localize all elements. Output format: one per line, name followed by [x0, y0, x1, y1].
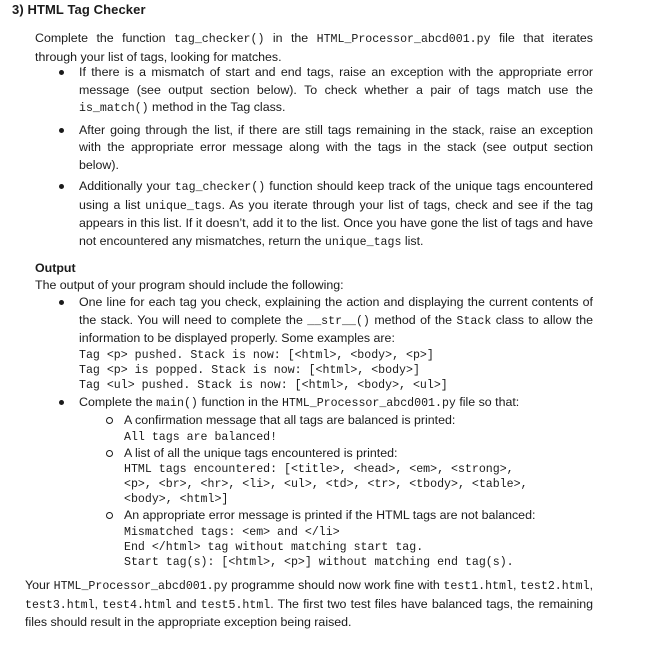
item-text: After going through the list, if there are still tags remaining in the stack, raise an exception with the appropriate error message along with the tags in the stack (see output section below). [79, 122, 593, 172]
code-output-line: All tags are balanced! [124, 430, 278, 444]
item-text: If there is a mismatch of start and end tags, raise an exception with the appropriate error message (see output section below). To check whether a pair of tags match use the [79, 65, 593, 97]
item-text: function in the [197, 394, 282, 409]
sub-list-item [79, 445, 593, 508]
output-intro: The output of your program should include the following: [35, 278, 344, 292]
code-method-name: is_match() [79, 102, 149, 115]
code-file-name: HTML_Processor_abcd001.py [281, 396, 456, 410]
code-example-line: Tag <p> pushed. Stack is now: [<html>, <body>, <p>] [79, 348, 434, 362]
item-text: class to allow the information to be displayed properly. Some examples are: [79, 312, 593, 345]
item-text: function should keep track of the unique tags encountered using a list [79, 179, 593, 212]
conclusion-text: , [589, 578, 594, 592]
intro-text: Complete the function [35, 31, 174, 45]
code-output-line: Mismatched tags: <em> and </li> [124, 525, 340, 539]
list-item [35, 178, 593, 251]
code-output-line: Start tag(s): [<html>, <p>] without matching end tag(s). [124, 555, 514, 569]
code-example-line: Tag <p> is popped. Stack is now: [<html>, <body>] [79, 363, 420, 377]
sub-list-item [79, 412, 593, 445]
sub-list [79, 412, 593, 570]
conclusion-text: . The first two test files have balanced tags, the remaining files should result in the appropriate exception being raised. [25, 596, 594, 629]
code-file-name: HTML_Processor_abcd001.py [53, 580, 228, 593]
code-class-name: Stack [456, 314, 492, 328]
code-method-name: __str__() [307, 314, 370, 328]
list-item [35, 122, 593, 175]
sub-item-text: A confirmation message that all tags are balanced is printed: [124, 413, 456, 427]
item-text: method in the Tag class. [148, 100, 286, 114]
output-heading: Output [35, 261, 76, 275]
conclusion-text: , [512, 578, 520, 592]
output-list [35, 294, 593, 570]
conclusion-text: Your [25, 578, 54, 592]
code-output-line: <p>, <br>, <hr>, <li>, <ul>, <td>, <tr>, <tbody>, <table>, [124, 478, 528, 491]
list-item [35, 64, 593, 118]
code-file-name: test2.html [519, 580, 590, 593]
code-output-line: End </html> tag without matching start tag. [124, 540, 424, 554]
conclusion-text: and [171, 596, 201, 611]
list-item [35, 394, 593, 570]
code-output-line: <body>, <html>] [124, 493, 229, 506]
code-variable-name: unique_tags [145, 199, 222, 213]
item-text: . As you iterate through your list of tags, check and see if the tag appears in this list. If it doesn’t, add it to the list. Once you have gone the list of tags and have not encountered any mismatches, return the [79, 197, 593, 248]
code-variable-name: unique_tags [324, 235, 402, 249]
section-heading: 3) HTML Tag Checker [12, 2, 146, 17]
code-example-line: Tag <ul> pushed. Stack is now: [<html>, <body>, <ul>] [79, 378, 448, 392]
intro-text: in the [264, 31, 317, 45]
code-function-name: main() [156, 396, 198, 410]
code-function-name: tag_checker() [173, 33, 265, 46]
sub-list-item [79, 507, 593, 570]
code-output-line: HTML tags encountered: [<title>, <head>, <em>, <strong>, [124, 463, 514, 476]
item-text: list. [401, 233, 424, 248]
sub-item-text: An appropriate error message is printed if the HTML tags are not balanced: [124, 508, 536, 522]
item-text: Complete the [79, 394, 157, 409]
sub-item-text: A list of all the unique tags encountered is printed: [124, 445, 398, 460]
item-text: file so that: [455, 394, 520, 409]
conclusion-paragraph [25, 577, 593, 632]
item-text: method of the [369, 312, 457, 327]
intro-paragraph [35, 30, 593, 66]
list-item [35, 294, 593, 393]
item-text: Additionally your [79, 179, 175, 193]
code-file-name: test4.html [102, 598, 172, 612]
requirements-list [35, 64, 593, 255]
conclusion-text: programme should now work fine with [227, 578, 444, 592]
code-file-name: test5.html [200, 598, 271, 612]
code-function-name: tag_checker() [174, 181, 266, 194]
intro-text: file that iterates through your list of tags, looking for matches. [35, 31, 593, 64]
conclusion-text: , [94, 596, 103, 611]
item-text: One line for each tag you check, explaining the action and displaying the current contents of the stack. You will need to complete the [79, 295, 593, 327]
code-file-name: test3.html [25, 598, 95, 612]
code-file-name: test1.html [443, 580, 513, 593]
code-file-name: HTML_Processor_abcd001.py [316, 33, 491, 46]
